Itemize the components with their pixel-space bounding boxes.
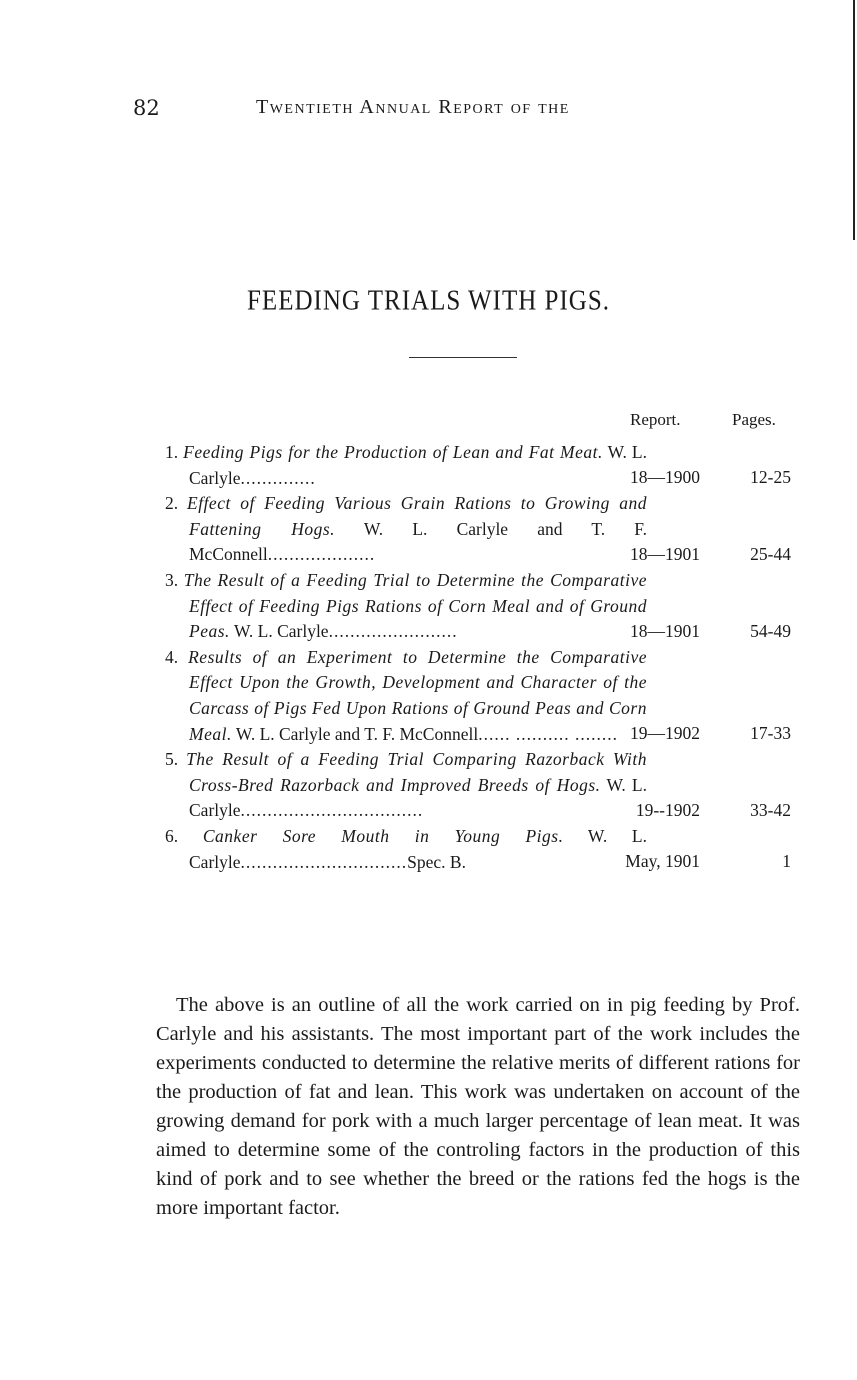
page-number: 82	[133, 96, 160, 120]
entry-text	[138, 568, 647, 645]
entry-text	[138, 440, 647, 491]
title-divider	[409, 357, 517, 358]
dot-leader: ..............	[240, 467, 316, 488]
list-item	[138, 824, 793, 875]
entry-title: Results of an Experiment to Determine the Comparative Effect Upon the Growth, Development and Character of the Carcass of Pigs Fed Upon Rations of Ground Peas and Corn Meal.	[188, 646, 648, 744]
entry-text	[138, 824, 647, 875]
entry-number: 2.	[165, 493, 179, 514]
entry-title: The Result of a Feeding Trial to Determine the Comparative Effect of Feeding Pigs Rations of Corn Meal and of Ground Peas.	[183, 569, 647, 642]
entry-number: 4.	[165, 646, 179, 667]
entry-author: W. L. Carlyle	[189, 825, 648, 872]
list-item	[138, 747, 793, 824]
dot-leader: ...... .......... ........	[478, 723, 618, 744]
body-paragraph: The above is an outline of all the work carried on in pig feeding by Prof. Carlyle and his assistants. The most important part of the work includes the experiments conducted to determine the relative merits of different rations for the production of fat and lean. This work was undertaken on account of the growing demand for pork with a much larger percentage of lean meat. It was aimed to determine some of the controling factors in the production of this kind of pork and to see whether the breed or the rations fed the hogs is the more important factor.	[156, 994, 800, 1219]
entry-report: 18—1901	[630, 543, 700, 564]
entry-pages: 25-44	[750, 543, 791, 564]
entry-spec: Spec. B.	[407, 851, 466, 872]
entry-pages: 17-33	[750, 723, 791, 744]
entry-report: 18—1900	[630, 467, 700, 488]
list-item	[138, 440, 793, 491]
pages-column-header: Pages.	[732, 410, 776, 429]
page-edge-mark	[853, 0, 855, 240]
list-item	[138, 568, 793, 645]
entry-text	[138, 645, 647, 747]
entry-author: W. L. Carlyle	[189, 442, 648, 488]
entry-text	[138, 747, 647, 824]
reference-list	[138, 440, 793, 875]
entry-report: 19--1902	[635, 799, 700, 820]
entry-number: 5.	[165, 749, 179, 770]
entry-pages: 33-42	[750, 799, 791, 820]
entry-report: 18—1901	[630, 620, 700, 641]
dot-leader: ...............................	[240, 851, 408, 872]
entry-title: Canker Sore Mouth in Young Pigs.	[202, 825, 564, 846]
entry-report: May, 1901	[625, 851, 700, 872]
entry-author: W. L. Carlyle and T. F. McConnell	[235, 723, 479, 744]
entry-author: W. L. Carlyle and T. F. McConnell	[189, 518, 647, 565]
entry-author: W. L. Carlyle	[189, 774, 647, 821]
entry-title: Feeding Pigs for the Production of Lean and Fat Meat.	[183, 442, 603, 462]
entry-text	[138, 491, 647, 568]
dot-leader: ....................	[267, 544, 376, 565]
entry-title: The Result of a Feeding Trial Comparing Razorback With Cross-Bred Razorback and Improved Breeds of Hogs.	[186, 749, 648, 795]
dot-leader: ........................	[328, 621, 458, 642]
entry-pages: 12-25	[750, 467, 791, 488]
entry-pages: 1	[782, 851, 791, 872]
page-header	[133, 96, 813, 130]
entry-number: 3.	[165, 569, 179, 590]
entry-number: 1.	[165, 442, 179, 462]
entry-number: 6.	[165, 825, 179, 846]
entry-title: Effect of Feeding Various Grain Rations to Growing and Fattening Hogs.	[187, 493, 648, 539]
entry-author: W. L. Carlyle	[233, 621, 329, 642]
entry-report: 19—1902	[630, 723, 700, 744]
list-item	[138, 491, 793, 568]
list-item	[138, 645, 793, 747]
running-title: Twentieth Annual Report of the	[256, 96, 570, 118]
report-column-header: Report.	[630, 410, 681, 429]
dot-leader: ..................................	[240, 800, 424, 821]
section-title: FEEDING TRIALS WITH PIGS.	[247, 286, 610, 317]
entry-pages: 54-49	[750, 620, 791, 641]
table-column-headers	[0, 410, 857, 436]
